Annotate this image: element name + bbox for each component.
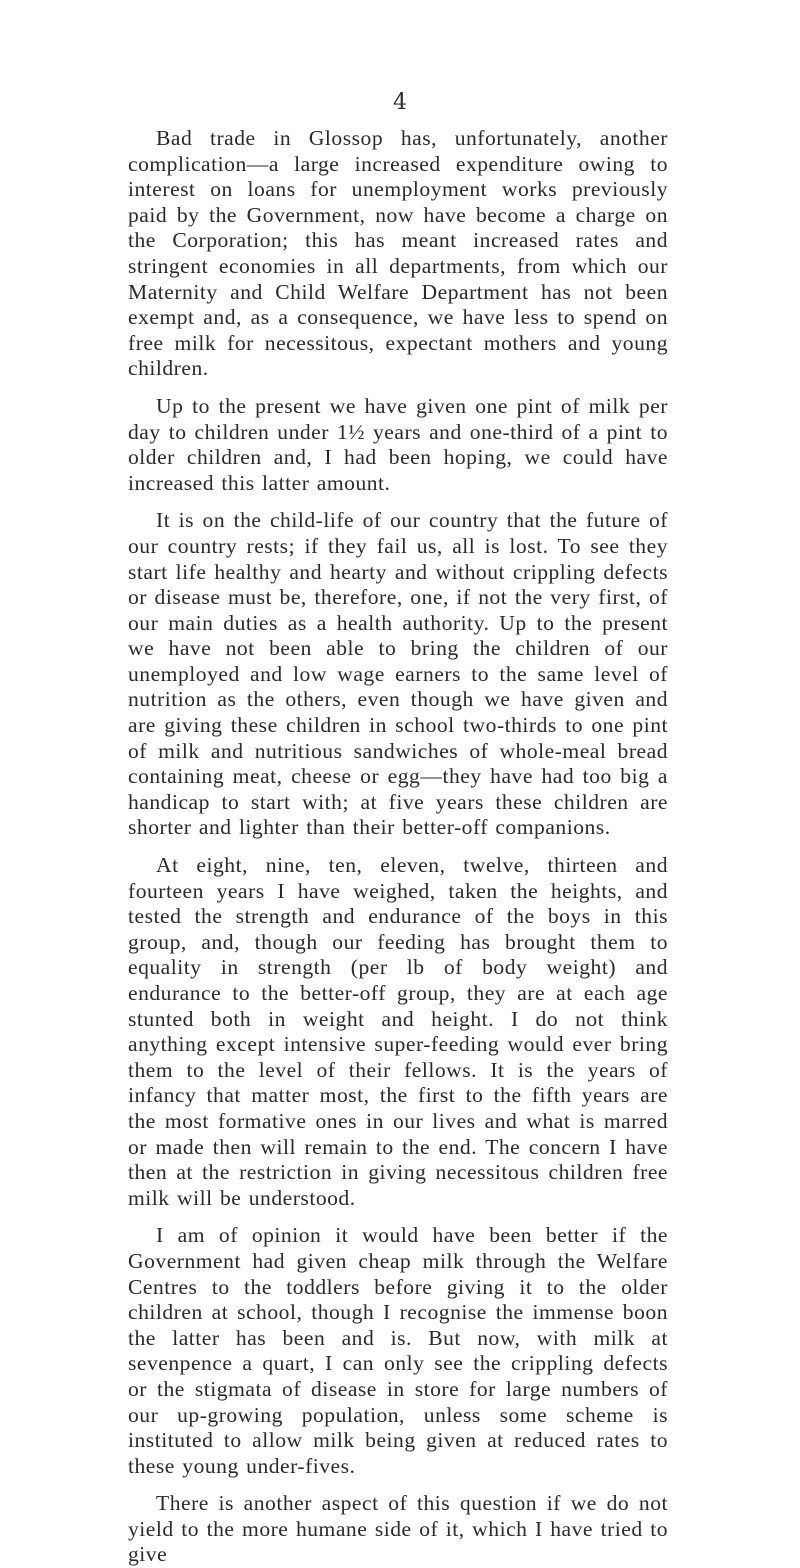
paragraph-government-opinion: I am of opinion it would have been better if the Government had given cheap milk through the Welfare Centres to the toddlers before giving it to the older children at school, though I recognise the immense boon the latter has been and is. But now, with milk at sevenpence a quart, I can only see the crippling defects or the stigmata of disease in store for large numbers of our up-growing population, unless some scheme is instituted to allow milk being given at reduced rates to these young under-fives. xyxy=(128,1223,668,1478)
paragraph-humane-aspect: There is another aspect of this question if we do not yield to the more humane side of it, which I have tried to give xyxy=(128,1491,668,1567)
paragraph-milk-allowance: Up to the present we have given one pint of milk per day to children under 1½ years and one-third of a pint to older children and, I had been hoping, we could have increased this latter amount. xyxy=(128,393,668,495)
page-number: 4 xyxy=(393,90,407,115)
paragraph-child-life: It is on the child-life of our country that the future of our country rests; if they fail us, all is lost. To see they start life healthy and hearty and without crippling defects or disease must be, therefore, one, if not the very first, of our main duties as a health authority. Up to the present we have not been able to bring the children of our unemployed and low wage earners to the same level of nutrition as the others, even though we have given and are giving these children in school two-thirds to one pint of milk and nutritious sandwiches of whole-meal bread containing meat, cheese or egg—they have had too big a handicap to start with; at five years these children are shorter and lighter than their better-off companions. xyxy=(128,508,668,840)
paragraph-bad-trade: Bad trade in Glossop has, unfortunately, another complication—a large increased expenditure owing to interest on loans for unemployment works previously paid by the Government, now have become a charge on the Corporation; this has meant increased rates and stringent economies in all departments, from which our Maternity and Child Welfare Department has not been exempt and, as a consequence, we have less to spend on free milk for necessitous, expectant mothers and young children. xyxy=(128,126,668,381)
body-text xyxy=(128,126,668,1568)
paragraph-measurements: At eight, nine, ten, eleven, twelve, thirteen and fourteen years I have weighed, taken the heights, and tested the strength and endurance of the boys in this group, and, though our feeding has brought them to equality in strength (per lb of body weight) and endurance to the better-off group, they are at each age stunted both in weight and height. I do not think anything except intensive super-feeding would ever bring them to the level of their fellows. It is the years of infancy that matter most, the first to the fifth years are the most formative ones in our lives and what is marred or made then will remain to the end. The concern I have then at the restriction in giving necessitous children free milk will be understood. xyxy=(128,853,668,1210)
